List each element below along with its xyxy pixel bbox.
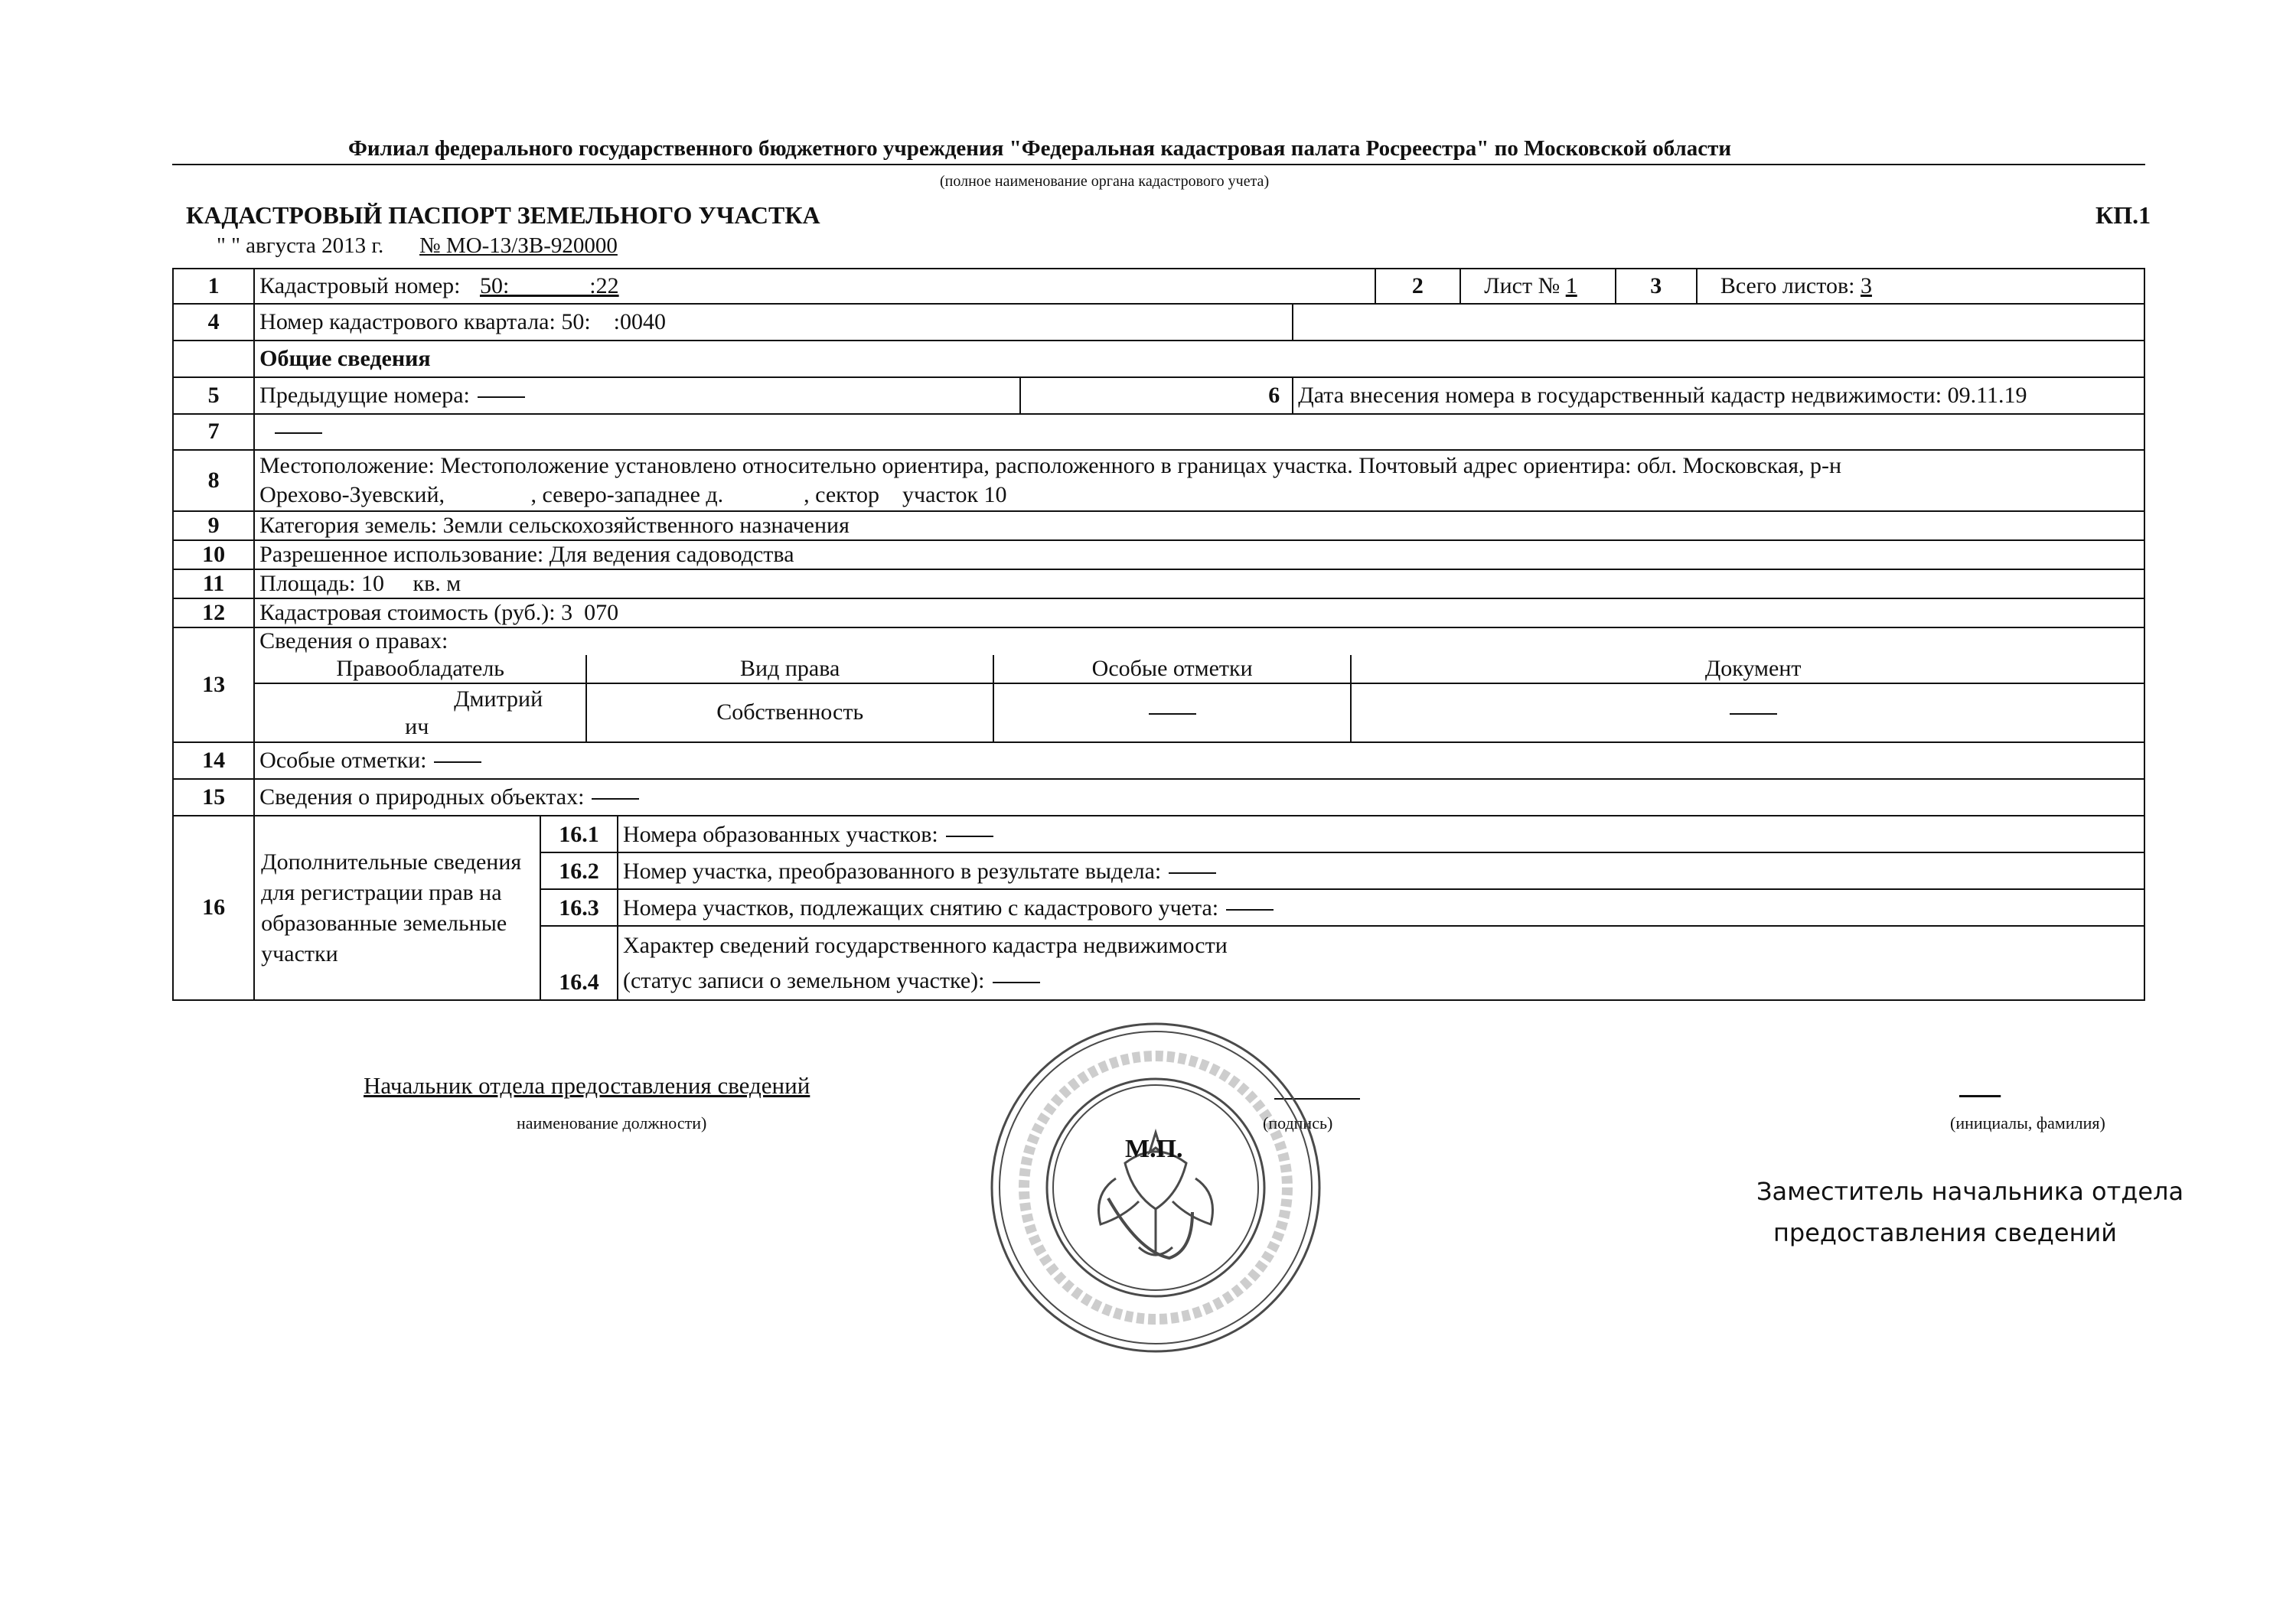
total-sheets-value: 3 xyxy=(1860,272,1872,298)
deregistered-plots-label: Номера участков, подлежащих снятию с кадастрового учета: xyxy=(623,895,1219,921)
row-number: 15 xyxy=(173,779,254,816)
right-type: Собственность xyxy=(586,683,993,741)
previous-numbers-label: Предыдущие номера: xyxy=(259,382,470,408)
sub-row-number: 16.4 xyxy=(541,926,618,999)
row-13-title xyxy=(173,627,2144,655)
row-number: 11 xyxy=(173,569,254,598)
row-16-4 xyxy=(541,926,2144,999)
empty-cell xyxy=(173,341,254,377)
row-1 xyxy=(173,269,2144,304)
rights-header-type: Вид права xyxy=(586,655,993,683)
row-9 xyxy=(173,511,2144,540)
empty-cell xyxy=(1293,304,2144,341)
additional-info-label: Дополнительные сведения для регистрации прав на образованные земельные участки xyxy=(254,816,540,1000)
row-number: 12 xyxy=(173,598,254,627)
row-14 xyxy=(173,742,2144,779)
authority-caption: (полное наименование органа кадастрового учета) xyxy=(940,173,1270,190)
form-code: КП.1 xyxy=(2095,201,2151,229)
rights-row xyxy=(255,683,2144,741)
sheet-number-label: Лист № xyxy=(1484,272,1561,298)
location-line-2: Орехово-Зуевский, , северо-западнее д. , сектор участок 10 xyxy=(259,482,1007,507)
row-16-2 xyxy=(541,852,2144,889)
rights-table xyxy=(255,655,2144,741)
row-number: 5 xyxy=(173,377,254,414)
registration-date-cell xyxy=(1293,377,2144,414)
empty-value-dash xyxy=(434,761,481,763)
empty-value-dash xyxy=(1730,713,1777,715)
signatory-position-caption: наименование должности) xyxy=(517,1113,707,1133)
row-13-rights xyxy=(173,655,2144,742)
deregistered-plots xyxy=(618,889,2144,926)
natural-objects xyxy=(254,779,2144,816)
cadastral-number-label: Кадастровый номер: xyxy=(259,272,461,298)
row-number: 13 xyxy=(173,627,254,742)
location-cell xyxy=(254,450,2144,511)
total-sheets-label: Всего листов: xyxy=(1720,272,1855,298)
document-number: № МО-13/ЗВ-920000 xyxy=(419,233,618,258)
row-10 xyxy=(173,540,2144,569)
cadastral-number-cell xyxy=(254,269,1375,304)
official-seal xyxy=(986,1018,1326,1358)
empty-value-dash xyxy=(478,396,525,398)
registration-date-value: 09.11.19 xyxy=(1947,382,2027,408)
rights-notes xyxy=(993,683,1351,741)
record-status-line-2: (статус записи о земельном участке): xyxy=(623,967,985,993)
quarter-number-label: Номер кадастрового квартала: xyxy=(259,308,556,334)
sheet-number-cell xyxy=(1460,269,1615,304)
deputy-title-stamp xyxy=(1756,1171,2183,1253)
document-date: " " августа 2013 г. xyxy=(217,233,384,258)
row-number: 6 xyxy=(1020,377,1293,414)
area: Площадь: 10 кв. м xyxy=(254,569,2144,598)
row-number: 1 xyxy=(173,269,254,304)
empty-value-dash xyxy=(1169,872,1216,874)
transformed-plot xyxy=(618,852,2144,889)
rights-document xyxy=(1351,683,2144,741)
cadastral-table xyxy=(172,268,2145,1001)
row-number: 10 xyxy=(173,540,254,569)
special-notes-label: Особые отметки: xyxy=(259,747,427,773)
natural-objects-label: Сведения о природных объектах: xyxy=(259,784,585,810)
row-5 xyxy=(173,377,2144,414)
row-number: 3 xyxy=(1616,269,1697,304)
rights-holder xyxy=(255,683,586,741)
row-11 xyxy=(173,569,2144,598)
row-15 xyxy=(173,779,2144,816)
rights-header-document: Документ xyxy=(1351,655,2144,683)
row-7-value xyxy=(254,414,2144,450)
empty-value-dash xyxy=(275,432,322,434)
permitted-use: Разрешенное использование: Для ведения садоводства xyxy=(254,540,2144,569)
transformed-plot-label: Номер участка, преобразованного в результате выдела: xyxy=(623,858,1162,884)
row-number: 7 xyxy=(173,414,254,450)
rights-title: Сведения о правах: xyxy=(254,627,2144,655)
quarter-number-value: 50: :0040 xyxy=(561,308,667,334)
row-number: 16 xyxy=(173,816,254,1000)
signatory-name-caption: (инициалы, фамилия) xyxy=(1950,1113,2105,1133)
sub-row-number: 16.2 xyxy=(541,852,618,889)
sheet-number-value: 1 xyxy=(1565,272,1577,298)
empty-value-dash xyxy=(1226,909,1274,911)
general-info-row xyxy=(173,341,2144,377)
row-4 xyxy=(173,304,2144,341)
rights-header-holder: Правообладатель xyxy=(255,655,586,683)
rights-table-cell xyxy=(254,655,2144,742)
row-number: 4 xyxy=(173,304,254,341)
row-12 xyxy=(173,598,2144,627)
row-number: 8 xyxy=(173,450,254,511)
empty-value-dash xyxy=(592,798,639,800)
special-notes xyxy=(254,742,2144,779)
general-info-title: Общие сведения xyxy=(254,341,2144,377)
authority-name: Филиал федерального государственного бюджетного учреждения "Федеральная кадастровая палата Росреестра" по Московской области xyxy=(348,136,1732,161)
document-title: КАДАСТРОВЫЙ ПАСПОРТ ЗЕМЕЛЬНОГО УЧАСТКА xyxy=(186,201,820,229)
deputy-title-line-2: предоставления сведений xyxy=(1773,1218,2118,1247)
stamp-mark: М.П. xyxy=(1125,1135,1183,1163)
cadastral-value: Кадастровая стоимость (руб.): 3 070 xyxy=(254,598,2144,627)
authority-underline xyxy=(172,164,2145,165)
record-status-line-1: Характер сведений государственного кадастра недвижимости xyxy=(623,932,1228,958)
cadastral-number-value: 50: :22 xyxy=(479,272,619,298)
additional-info-cell xyxy=(540,816,2144,1000)
row-16 xyxy=(173,816,2144,1000)
rights-header-notes: Особые отметки xyxy=(993,655,1351,683)
signatory-position: Начальник отдела предоставления сведений xyxy=(364,1072,810,1099)
row-number: 9 xyxy=(173,511,254,540)
empty-value-dash xyxy=(993,982,1040,983)
quarter-number-cell xyxy=(254,304,1293,341)
holder-line-1: Дмитрий xyxy=(454,686,543,712)
empty-value-dash xyxy=(946,836,993,837)
deputy-title-line-1: Заместитель начальника отдела xyxy=(1756,1177,2184,1206)
additional-info-table xyxy=(541,816,2144,999)
holder-line-2: ич xyxy=(405,713,429,739)
sub-row-number: 16.3 xyxy=(541,889,618,926)
signature-caption: (подпись) xyxy=(1263,1113,1333,1133)
registration-date-label: Дата внесения номера в государственный кадастр недвижимости: xyxy=(1298,382,1942,408)
row-number: 14 xyxy=(173,742,254,779)
record-status xyxy=(618,926,2144,999)
formed-plots xyxy=(618,816,2144,852)
total-sheets-cell xyxy=(1697,269,2144,304)
rights-header-row xyxy=(255,655,2144,683)
row-number: 2 xyxy=(1375,269,1461,304)
sub-row-number: 16.1 xyxy=(541,816,618,852)
row-16-3 xyxy=(541,889,2144,926)
previous-numbers-cell xyxy=(254,377,1020,414)
formed-plots-label: Номера образованных участков: xyxy=(623,821,938,847)
land-category: Категория земель: Земли сельскохозяйственного назначения xyxy=(254,511,2144,540)
location-line-1: Местоположение: Местоположение установлено относительно ориентира, расположенного в границах участка. Почтовый адрес ориентира: обл. Московская, р-н xyxy=(259,453,1842,478)
signatory-name xyxy=(1959,1072,2001,1100)
empty-value-dash xyxy=(1149,713,1196,715)
row-8 xyxy=(173,450,2144,511)
row-16-1 xyxy=(541,816,2144,852)
row-7 xyxy=(173,414,2144,450)
